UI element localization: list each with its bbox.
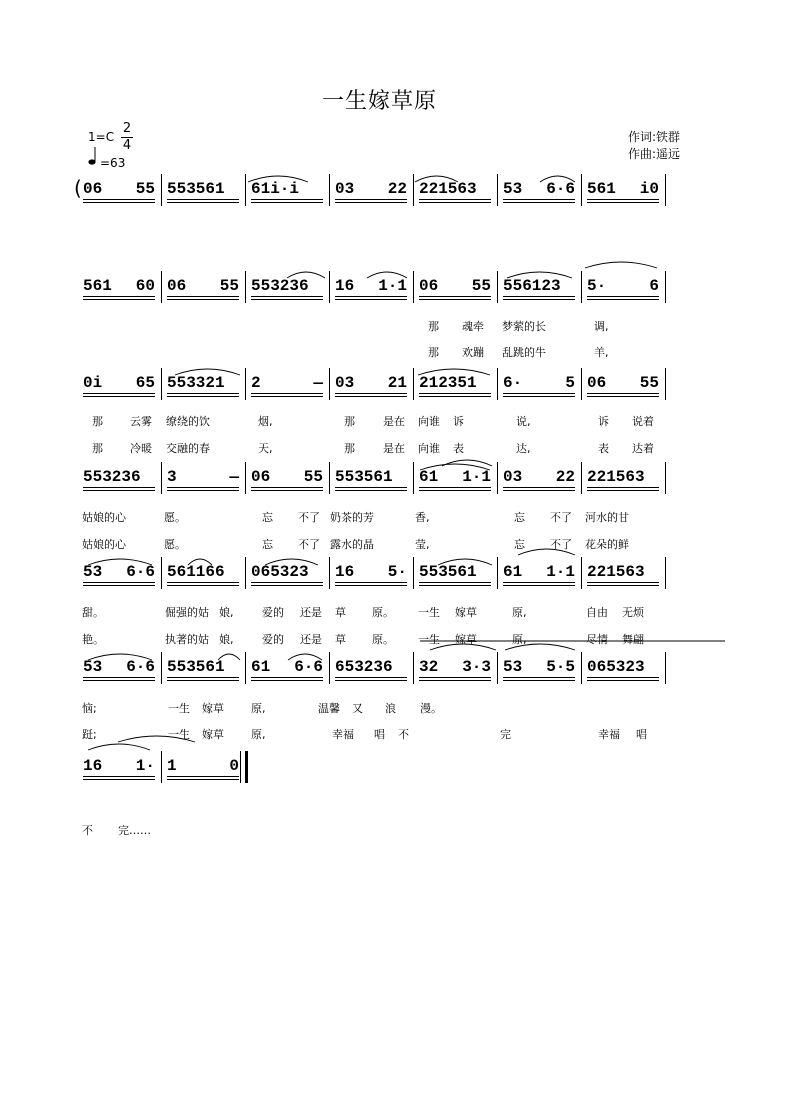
lyricist-credit: 作词:铁群: [628, 130, 681, 144]
lyric-verse2: 向谁: [418, 442, 440, 455]
lyric-verse2: 唱: [636, 728, 647, 741]
lyric-verse2: 愿。: [164, 538, 186, 551]
lyric-verse2: 莹,: [415, 538, 430, 551]
lyric-verse2: 天,: [258, 442, 273, 455]
lyric-verse1: 草: [335, 606, 346, 619]
note-group: 561166: [167, 563, 225, 581]
lyric-verse1: 说,: [516, 415, 531, 428]
lyric-verse1: 一生: [168, 702, 190, 715]
note-group: 55: [219, 277, 239, 295]
lyric-verse2: 原,: [512, 633, 527, 646]
slur-arc: [585, 262, 657, 268]
lyric-verse2: 交融的春: [166, 442, 210, 455]
note-group: 06: [419, 277, 439, 295]
note-group: 03: [503, 468, 523, 486]
note-group: 61: [419, 468, 439, 486]
note-group: 212351: [419, 374, 477, 392]
note-group: 16: [335, 277, 355, 295]
slur-arc: [88, 559, 152, 565]
note-group: 553561: [335, 468, 393, 486]
note-group: 53: [83, 658, 103, 676]
lyric-verse2: 羊,: [594, 346, 609, 359]
lyric-verse2: 姑娘的心: [82, 538, 126, 551]
lyric-verse1: 是在: [383, 415, 405, 428]
lyric-verse2: 不了: [550, 538, 572, 551]
lyric-verse2: 乱跳的牛: [502, 346, 546, 359]
composer-credit: 作曲:遥远: [628, 147, 681, 161]
lyric-verse2: 表: [453, 442, 464, 455]
note-group: 221563: [587, 468, 645, 486]
lyric-verse2: 原。: [372, 633, 394, 646]
slur-arc: [367, 272, 407, 278]
note-group: —: [313, 374, 323, 392]
note-group: 1·1: [462, 468, 491, 486]
note-group: 221563: [419, 180, 477, 198]
note-group: 1: [167, 757, 177, 775]
note-group: 55: [471, 277, 491, 295]
lyric-verse2: 娘,: [219, 633, 234, 646]
lyric-verse1: 那: [344, 415, 355, 428]
note-group: 61: [251, 658, 271, 676]
intro-bracket: (: [74, 176, 82, 200]
lyric-verse2: 那: [344, 442, 355, 455]
note-group: 6: [649, 277, 659, 295]
note-group: 21: [387, 374, 407, 392]
note-group: 6·6: [546, 180, 575, 198]
lyric-verse2: 欢蹦: [462, 346, 484, 359]
note-group: 55: [303, 468, 323, 486]
lyric-verse1: 嫁草: [455, 606, 477, 619]
lyric-verse1: 诉: [598, 415, 609, 428]
note-group: 1·: [135, 757, 155, 775]
slur-arc: [518, 549, 575, 555]
note-group: 3: [167, 468, 177, 486]
note-group: 553561: [167, 180, 225, 198]
lyric-verse1: 那: [92, 415, 103, 428]
note-group: 561: [587, 180, 616, 198]
lyric-verse1: 温馨: [318, 702, 340, 715]
note-group: 556123: [503, 277, 561, 295]
lyric-verse2: 嫁草: [202, 728, 224, 741]
slur-arc: [88, 654, 152, 660]
lyric-verse2: 幸福: [598, 728, 620, 741]
slur-arc: [88, 744, 150, 750]
note-group: 5·5: [546, 658, 575, 676]
slur-arc: [418, 369, 490, 375]
lyric-verse1: 魂牵: [462, 320, 484, 333]
note-group: 221563: [587, 563, 645, 581]
slur-arc: [248, 176, 308, 182]
lyric-verse1: 不了: [550, 511, 572, 524]
slur-arc: [218, 654, 240, 660]
lyric-verse2: 尽情: [586, 633, 608, 646]
slur-arc: [420, 464, 490, 470]
note-group: 53: [83, 563, 103, 581]
slur-arc: [288, 654, 322, 660]
note-group: 53: [503, 180, 523, 198]
note-group: 53: [503, 658, 523, 676]
lyric-verse2: 舞翩: [622, 633, 644, 646]
lyric-verse1: 烟,: [258, 415, 273, 428]
note-group: 32: [419, 658, 439, 676]
lyric-verse1: 甜。: [82, 606, 104, 619]
lyric-verse2: 不了: [298, 538, 320, 551]
note-group: i0: [639, 180, 659, 198]
lyric-verse2: 不: [398, 728, 409, 741]
slur-arc: [438, 559, 492, 565]
note-group: 2: [251, 374, 261, 392]
lyric-verse1: 梦萦的长: [502, 320, 546, 333]
lyric-verse2: 那: [428, 346, 439, 359]
slur-arc: [265, 559, 318, 565]
note-group: 561: [83, 277, 112, 295]
lyric-verse1: 一生: [418, 606, 440, 619]
slur-arc: [540, 176, 575, 182]
lyric-verse2: 跹;: [82, 728, 97, 741]
note-group: 03: [335, 374, 355, 392]
time-sig-numerator: 2: [122, 121, 132, 136]
note-group: 6·6: [294, 658, 323, 676]
slur-arc: [188, 559, 212, 565]
lyric-verse2: 完: [500, 728, 511, 741]
note-group: 06: [587, 374, 607, 392]
note-group: 6·6: [126, 563, 155, 581]
lyric-verse2: 原,: [251, 728, 266, 741]
lyric-verse1: 又: [352, 702, 363, 715]
note-group: 065323: [587, 658, 645, 676]
lyric-verse2: 一生: [168, 728, 190, 741]
note-group: 553561: [167, 658, 225, 676]
lyric-verse1: 姑娘的心: [82, 511, 126, 524]
key-signature: 1=C: [88, 130, 115, 144]
note-group: 06: [167, 277, 187, 295]
lyric-verse2: 达着: [632, 442, 654, 455]
slur-arc: [415, 176, 458, 182]
slur-arc: [118, 736, 195, 742]
slur-arc: [287, 272, 325, 278]
note-group: 60: [135, 277, 155, 295]
lyric-verse1: 原。: [372, 606, 394, 619]
lyric-verse2: 达,: [516, 442, 531, 455]
lyric-verse1: 原,: [251, 702, 266, 715]
note-group: 553321: [167, 374, 225, 392]
note-group: 553236: [83, 468, 141, 486]
note-group: 653236: [335, 658, 393, 676]
lyric-verse2: 一生: [418, 633, 440, 646]
note-group: 5: [565, 374, 575, 392]
note-group: 06: [251, 468, 271, 486]
lyric-verse1: 爱的: [262, 606, 284, 619]
lyric-verse1: 愿。: [164, 511, 186, 524]
lyric-verse2: 是在: [383, 442, 405, 455]
slur-arc: [505, 644, 575, 650]
note-group: 065323: [251, 563, 309, 581]
lyric-verse1: 诉: [453, 415, 464, 428]
lyric-verse1: 说着: [632, 415, 654, 428]
lyric-verse1: 云雾: [130, 415, 152, 428]
lyric-verse1: 无烦: [622, 606, 644, 619]
note-group: 16: [335, 563, 355, 581]
lyric-verse1: 调,: [594, 320, 609, 333]
note-group: 55: [135, 180, 155, 198]
lyric-verse2: 艳。: [82, 633, 104, 646]
lyric-verse1: 缭绕的饮: [166, 415, 210, 428]
note-group: 5·: [587, 277, 607, 295]
note-group: 1·1: [378, 277, 407, 295]
lyric-verse2: 忘: [262, 538, 273, 551]
lyric-verse2: 唱: [374, 728, 385, 741]
lyric-verse2: 还是: [300, 633, 322, 646]
note-group: 5·: [387, 563, 407, 581]
lyric-verse2: 执著的姑: [165, 633, 209, 646]
lyric-verse2: 表: [598, 442, 609, 455]
time-sig-denominator: 4: [122, 138, 132, 153]
note-group: 6·: [503, 374, 523, 392]
note-group: 22: [387, 180, 407, 198]
lyric-verse2: 爱的: [262, 633, 284, 646]
note-group: 61: [503, 563, 523, 581]
lyric-verse1: 忘: [514, 511, 525, 524]
lyric-verse1: 不了: [298, 511, 320, 524]
page-title: 一生嫁草原: [322, 89, 438, 114]
lyric-verse1: 漫。: [420, 702, 442, 715]
note-group: 3·3: [462, 658, 491, 676]
slur-arc: [430, 644, 496, 650]
note-group: 1·1: [546, 563, 575, 581]
lyric-verse1: 娘,: [219, 606, 234, 619]
lyric-verse1: 奶茶的芳: [330, 511, 374, 524]
lyric-verse2: 幸福: [332, 728, 354, 741]
lyric-verse2: 冷暖: [130, 442, 152, 455]
lyric-verse1: 香,: [415, 511, 430, 524]
lyric-verse1: 恼;: [82, 702, 97, 715]
lyric-verse1: 浪: [385, 702, 396, 715]
lyric-verse1: 倔强的姑: [165, 606, 209, 619]
note-group: 0: [229, 757, 239, 775]
note-group: 22: [555, 468, 575, 486]
lyric-verse2: 草: [335, 633, 346, 646]
lyric-verse1: 不: [82, 824, 93, 837]
note-group: 65: [135, 374, 155, 392]
lyric-verse1: 那: [428, 320, 439, 333]
lyric-verse1: 还是: [300, 606, 322, 619]
lyric-verse2: 那: [92, 442, 103, 455]
note-group: 06: [83, 180, 103, 198]
note-group: 553236: [251, 277, 309, 295]
note-group: 6·6: [126, 658, 155, 676]
slur-arc: [175, 369, 240, 375]
lyric-verse2: 嫁草: [455, 633, 477, 646]
lyric-verse2: 露水的晶: [330, 538, 374, 551]
lyric-verse1: 嫁草: [202, 702, 224, 715]
lyric-verse1: 忘: [262, 511, 273, 524]
slur-arc: [507, 272, 572, 278]
note-group: 61i·i: [251, 180, 300, 198]
tempo-marking: =63: [100, 156, 126, 170]
lyric-verse1: 原,: [512, 606, 527, 619]
lyric-verse1: 自由: [586, 606, 608, 619]
note-group: 16: [83, 757, 103, 775]
lyric-verse1: 向谁: [418, 415, 440, 428]
lyric-verse1: 河水的甘: [585, 511, 629, 524]
note-group: 0i: [83, 374, 103, 392]
note-group: 553561: [419, 563, 477, 581]
lyric-verse1: 完……: [118, 824, 151, 837]
lyric-verse2: 忘: [514, 538, 525, 551]
note-group: 03: [335, 180, 355, 198]
lyric-verse2: 花朵的鲜: [585, 538, 629, 551]
note-group: —: [229, 468, 239, 486]
note-group: 55: [639, 374, 659, 392]
